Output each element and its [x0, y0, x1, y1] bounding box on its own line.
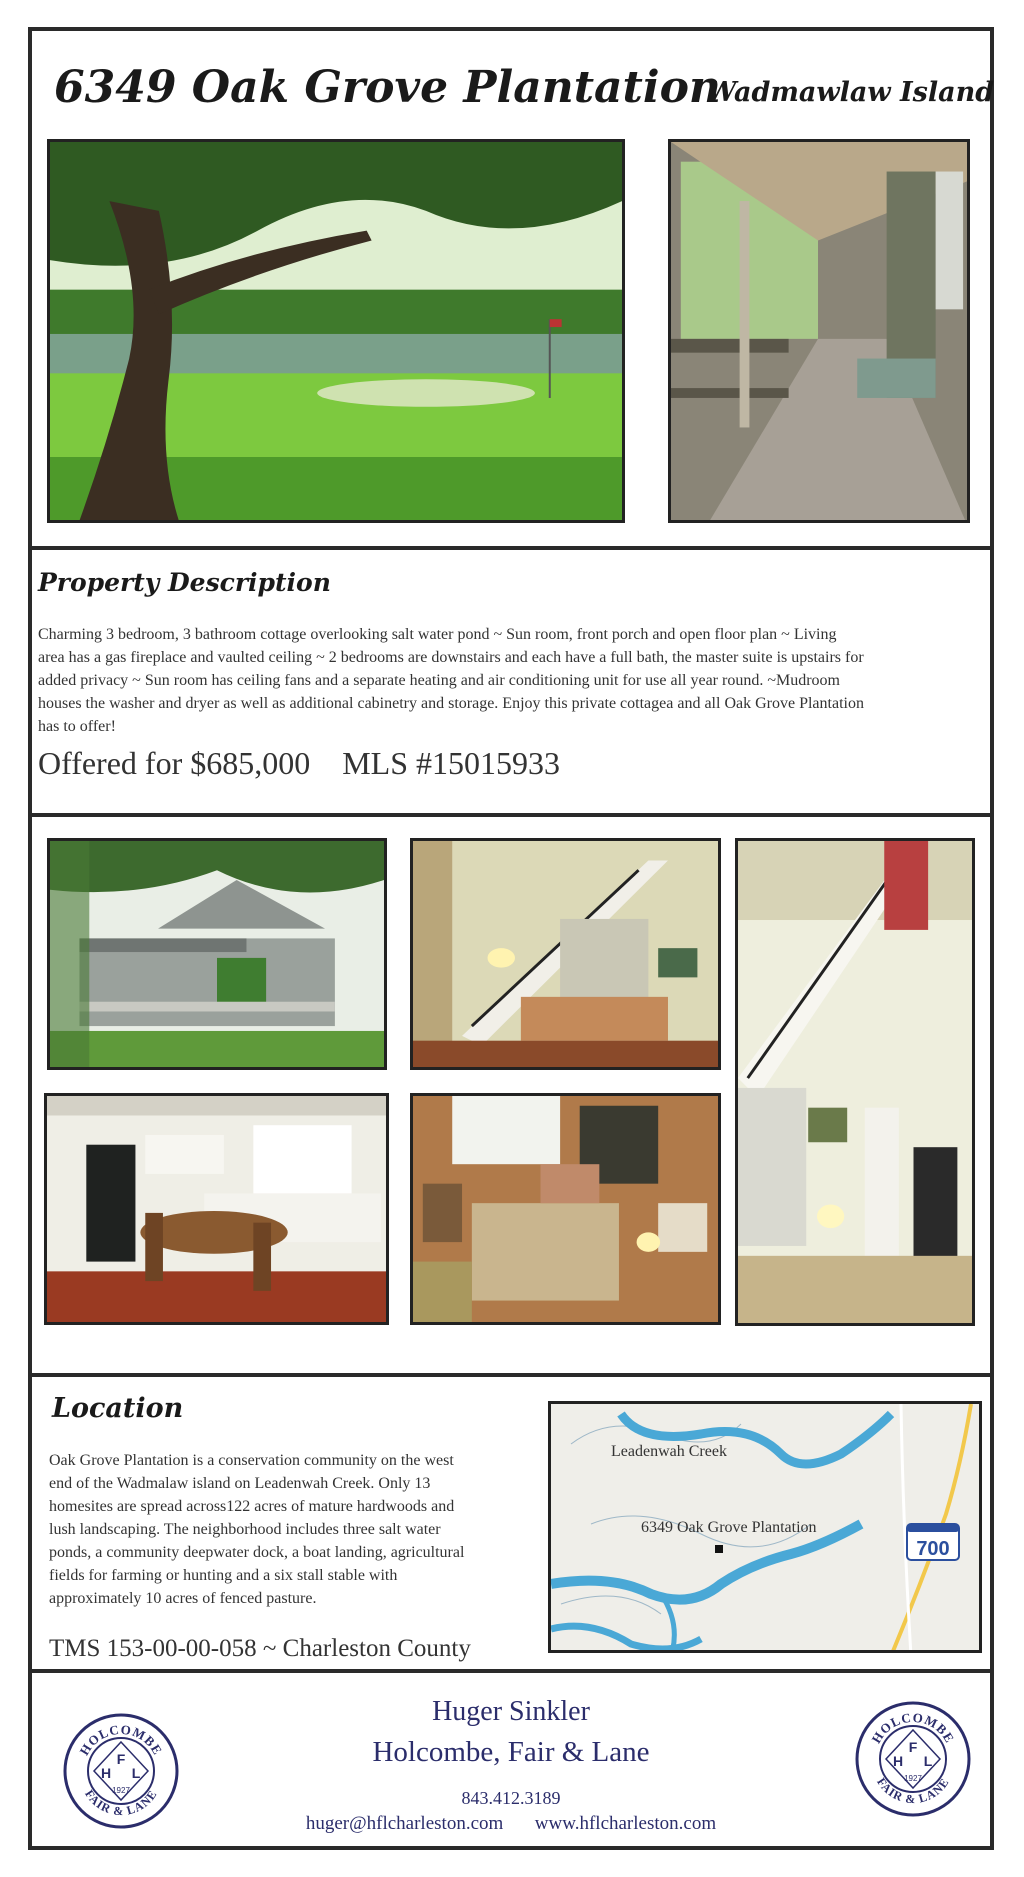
kitchen-dining-photo	[44, 1093, 389, 1325]
seal-letter: L	[923, 1753, 933, 1769]
hfl-seal-left	[62, 1712, 180, 1830]
description-line: Charming 3 bedroom, 3 bathroom cottage overlooking salt water pond ~ Sun room, front porch and open floor plan ~ Living	[38, 626, 837, 643]
description-text	[38, 623, 990, 738]
seal-year: 1927	[904, 1774, 922, 1783]
hfl-seal-right	[854, 1700, 972, 1818]
divider	[28, 1373, 994, 1377]
living-room-overhead-photo	[410, 1093, 721, 1325]
front-porch-photo	[668, 139, 970, 523]
description-line: area has a gas fireplace and vaulted ceiling ~ 2 bedrooms are downstairs and each have a full bath, the master suite is upstairs for	[38, 649, 864, 666]
description-line: houses the washer and dryer as well as additional cabinetry and storage. Enjoy this private cottagea and all Oak Grove Plantation	[38, 695, 864, 712]
location-line: approximately 10 acres of fenced pasture.	[49, 1590, 317, 1607]
route-number: 700	[916, 1538, 950, 1560]
location-line: homesites are spread across122 acres of mature hardwoods and	[49, 1498, 455, 1515]
seal-bottom-text: FAIR & LANE	[82, 1787, 160, 1819]
seal-letter: L	[131, 1765, 141, 1781]
website-link[interactable]: www.hflcharleston.com	[534, 1813, 717, 1834]
map-property-label: 6349 Oak Grove Plantation	[641, 1519, 817, 1536]
seal-letter: H	[892, 1753, 904, 1769]
company-name: Holcombe, Fair & Lane	[372, 1736, 650, 1768]
description-line: added privacy ~ Sun room has ceiling fans and a separate heating and air conditioning unit for use all year round. ~Mudroom	[38, 672, 840, 689]
location-line: Oak Grove Plantation is a conservation community on the west	[49, 1452, 454, 1469]
location-heading: Location	[52, 1393, 184, 1424]
location-map[interactable]	[548, 1401, 982, 1653]
seal-top-text: HOLCOMBE	[76, 1721, 166, 1758]
seal-letter: H	[100, 1765, 112, 1781]
living-room-stairs-photo	[410, 838, 721, 1070]
staircase-photo	[735, 838, 975, 1326]
tms-county: TMS 153-00-00-058 ~ Charleston County	[49, 1635, 471, 1662]
map-canvas	[551, 1404, 982, 1653]
price-mls: Offered for $685,000 MLS #15015933	[38, 745, 561, 781]
seal-year: 1927	[112, 1786, 130, 1795]
route-shield-icon	[907, 1524, 959, 1560]
agent-name: Huger Sinkler	[432, 1696, 590, 1727]
location-line: end of the Wadmalaw island on Leadenwah Creek. Only 13	[49, 1475, 431, 1492]
location-line: ponds, a community deepwater dock, a boat landing, agricultural	[49, 1544, 465, 1561]
divider	[28, 813, 994, 817]
seal-letter: F	[908, 1739, 918, 1755]
island-name: Wadmawlaw Island	[706, 77, 995, 108]
location-line: fields for farming or hunting and a six stall stable with	[49, 1567, 398, 1584]
seal-bottom-text: FAIR & LANE	[874, 1775, 952, 1807]
location-text	[49, 1449, 539, 1610]
description-line: has to offer!	[38, 718, 116, 735]
email-link[interactable]: huger@hflcharleston.com	[305, 1813, 504, 1834]
oak-tree-pond-photo	[47, 139, 625, 523]
property-marker[interactable]	[715, 1545, 723, 1553]
phone-number[interactable]: 843.412.3189	[461, 1788, 561, 1808]
location-line: lush landscaping. The neighborhood includes three salt water	[49, 1521, 441, 1538]
map-creek-label: Leadenwah Creek	[611, 1443, 727, 1460]
description-heading: Property Description	[38, 568, 331, 597]
cottage-exterior-photo	[47, 838, 387, 1070]
property-title: 6349 Oak Grove Plantation	[54, 62, 721, 113]
seal-top-text: HOLCOMBE	[868, 1709, 958, 1746]
divider	[28, 1669, 994, 1673]
divider	[28, 546, 994, 550]
seal-letter: F	[116, 1751, 126, 1767]
